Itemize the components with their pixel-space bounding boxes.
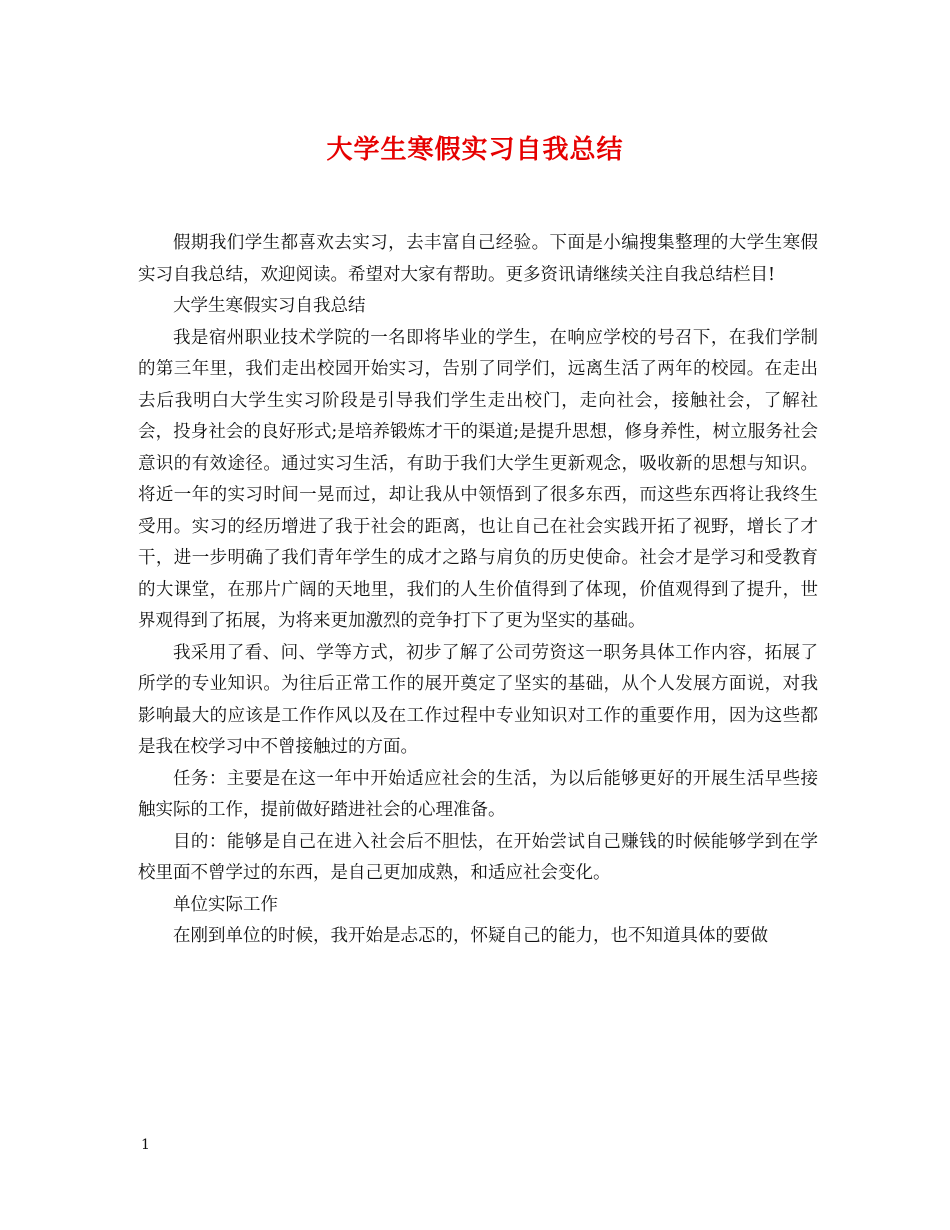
page-number: 1 [141,1137,150,1153]
paragraph-methods: 我采用了看、问、学等方式，初步了解了公司劳资这一职务具体工作内容，拓展了所学的专业知识。为往后正常工作的展开奠定了坚实的基础，从个人发展方面说，对我影响最大的应该是工作作风以及在工作过程中专业知识对工作的重要作用，因为这些都是我在校学习中不曾接触过的方面。 [138,642,818,757]
paragraph-work-start: 在刚到单位的时候，我开始是忐忑的，怀疑自己的能力，也不知道具体的要做 [173,926,768,946]
paragraph-intro: 假期我们学生都喜欢去实习，去丰富自己经验。下面是小编搜集整理的大学生寒假实习自我总结，欢迎阅读。希望对大家有帮助。更多资讯请继续关注自我总结栏目! [138,233,818,285]
paragraph-background: 我是宿州职业技术学院的一名即将毕业的学生，在响应学校的号召下，在我们学制的第三年里，我们走出校园开始实习，告别了同学们，远离生活了两年的校园。在走出去后我明白大学生实习阶段是引导我们学生走出校门，走向社会，接触社会，了解社会，投身社会的良好形式;是培养锻炼才干的渠道;是提升思想，修身养性，树立服务社会意识的有效途径。通过实习生活，有助于我们大学生更新观念，吸收新的思想与知识。将近一年的实习时间一晃而过，却让我从中领悟到了很多东西，而这些东西将让我终生受用。实习的经历增进了我于社会的距离，也让自己在社会实践开拓了视野，增长了才干，进一步明确了我们青年学生的成才之路与肩负的历史使命。社会才是学习和受教育的大课堂，在那片广阔的天地里，我们的人生价值得到了体现，价值观得到了提升，世界观得到了拓展，为将来更加激烈的竞争打下了更为坚实的基础。 [138,327,818,631]
paragraph-section-heading: 单位实际工作 [173,894,278,915]
document-body [138,228,818,953]
paragraph-purpose: 目的：能够是自己在进入社会后不胆怯，在开始尝试自己赚钱的时候能够学到在学校里面不曾学过的东西，是自己更加成熟，和适应社会变化。 [138,831,818,883]
paragraph-subtitle: 大学生寒假实习自我总结 [173,296,366,316]
document-title: 大学生寒假实习自我总结 [326,135,624,165]
paragraph-task: 任务：主要是在这一年中开始适应社会的生活，为以后能够更好的开展生活早些接触实际的工作，提前做好踏进社会的心理准备。 [138,768,818,820]
